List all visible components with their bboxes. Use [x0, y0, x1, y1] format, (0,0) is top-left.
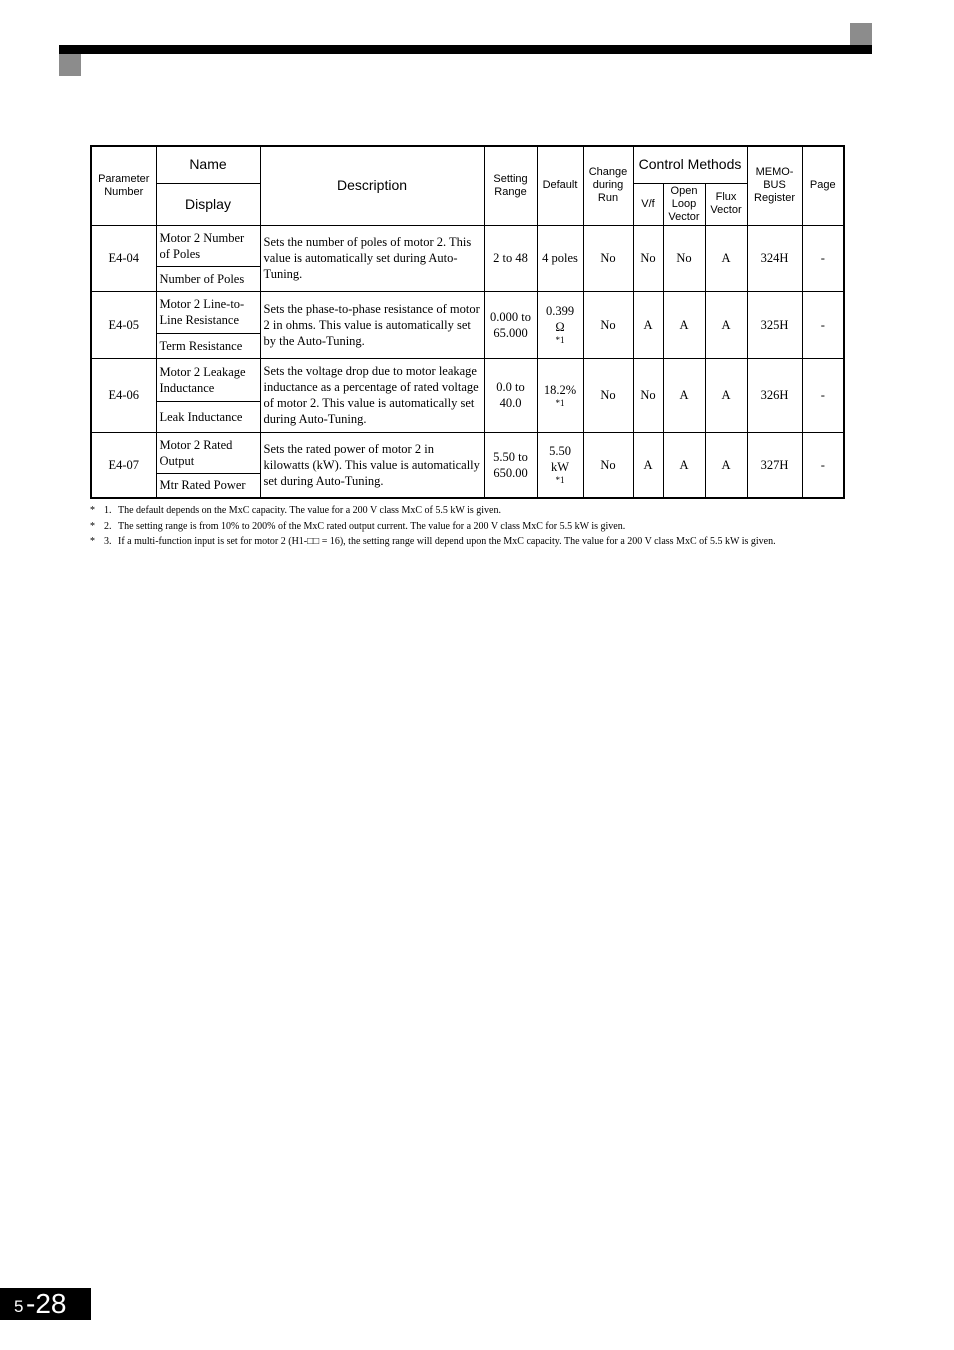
param-page: - — [802, 432, 844, 498]
param-change-during-run: No — [583, 225, 633, 291]
param-flux-vector: A — [705, 432, 747, 498]
col-description: Description — [260, 146, 484, 225]
table-row — [91, 432, 844, 473]
table-row — [91, 358, 844, 401]
param-setting-range: 2 to 48 — [484, 225, 537, 291]
param-open-loop-vector: A — [663, 432, 705, 498]
footnotes — [90, 505, 840, 552]
param-flux-vector: A — [705, 358, 747, 432]
col-display: Display — [156, 183, 260, 225]
param-flux-vector: A — [705, 291, 747, 358]
header-tab-marker — [850, 23, 872, 45]
param-setting-range: 0.0 to 40.0 — [484, 358, 537, 432]
header-rule — [59, 45, 872, 54]
param-default: 18.2% *1 — [537, 358, 583, 432]
param-description: Sets the phase-to-phase resistance of motor 2 in ohms. This value is automatically set by the Auto-Tuning. — [260, 291, 484, 358]
param-vf: A — [633, 432, 663, 498]
param-register: 327H — [747, 432, 802, 498]
col-vf: V/f — [633, 183, 663, 225]
page-number-tab — [0, 1288, 91, 1320]
param-description: Sets the rated power of motor 2 in kilowatts (kW). This value is automatically set during Auto-Tuning. — [260, 432, 484, 498]
param-display: Mtr Rated Power — [156, 473, 260, 498]
param-number: E4-04 — [91, 225, 156, 291]
col-open-loop-vector: Open Loop Vector — [663, 183, 705, 225]
col-default: Default — [537, 146, 583, 225]
col-setting-range: Setting Range — [484, 146, 537, 225]
param-default: 0.399 Ω *1 — [537, 291, 583, 358]
param-open-loop-vector: No — [663, 225, 705, 291]
param-vf: A — [633, 291, 663, 358]
col-name: Name — [156, 146, 260, 183]
table-row — [91, 225, 844, 266]
param-number: E4-05 — [91, 291, 156, 358]
param-name: Motor 2 Line-to-Line Resistance — [156, 291, 260, 333]
param-flux-vector: A — [705, 225, 747, 291]
param-description: Sets the voltage drop due to motor leakage inductance as a percentage of rated voltage of motor 2. This value is automatically set during Auto-Tuning. — [260, 358, 484, 432]
param-setting-range: 0.000 to 65.000 — [484, 291, 537, 358]
param-description: Sets the number of poles of motor 2. This value is automatically set during Auto-Tuning. — [260, 225, 484, 291]
param-register: 324H — [747, 225, 802, 291]
param-setting-range: 5.50 to 650.00 — [484, 432, 537, 498]
param-vf: No — [633, 225, 663, 291]
param-name: Motor 2 Rated Output — [156, 432, 260, 473]
param-number: E4-07 — [91, 432, 156, 498]
parameter-table — [90, 145, 845, 499]
param-vf: No — [633, 358, 663, 432]
page-number: -28 — [26, 1288, 67, 1319]
param-page: - — [802, 358, 844, 432]
header-side-marker — [59, 54, 81, 76]
footnote-text: The default depends on the MxC capacity. The value for a 200 V class MxC of 5.5 kW is given. — [118, 505, 501, 516]
col-param-number: Parameter Number — [91, 146, 156, 225]
footnote: * 3. If a multi-function input is set for motor 2 (H1-□□ = 16), the setting range will depend upon the MxC capacity. The value for a 200 V class MxC of 5.5 kW is given. — [90, 536, 776, 547]
col-control-methods: Control Methods — [633, 146, 747, 183]
param-page: - — [802, 225, 844, 291]
param-change-during-run: No — [583, 432, 633, 498]
chapter-number: 5 — [14, 1297, 24, 1316]
footnote: * 2. The setting range is from 10% to 200% of the MxC rated output current. The value for a 200 V class MxC for 5.5 kW is given. — [90, 520, 626, 532]
param-display: Leak Inductance — [156, 401, 260, 432]
col-memobus-register: MEMO-BUS Register — [747, 146, 802, 225]
param-register: 326H — [747, 358, 802, 432]
param-change-during-run: No — [583, 291, 633, 358]
footnote-text: If a multi-function input is set for motor 2 (H1-□□ = 16), the setting range will depend upon the MxC capacity. The value for a 200 V class MxC of 5.5 kW is given. — [118, 536, 776, 547]
param-name: Motor 2 Number of Poles — [156, 225, 260, 266]
col-page: Page — [802, 146, 844, 225]
param-register: 325H — [747, 291, 802, 358]
col-flux-vector: Flux Vector — [705, 183, 747, 225]
table-row — [91, 291, 844, 333]
param-open-loop-vector: A — [663, 358, 705, 432]
param-change-during-run: No — [583, 358, 633, 432]
footnote-text: The setting range is from 10% to 200% of the MxC rated output current. The value for a 200 V class MxC for 5.5 kW is given. — [118, 520, 626, 532]
col-change-during-run: Change during Run — [583, 146, 633, 225]
param-default: 5.50 kW *1 — [537, 432, 583, 498]
param-display: Number of Poles — [156, 266, 260, 291]
param-open-loop-vector: A — [663, 291, 705, 358]
param-number: E4-06 — [91, 358, 156, 432]
param-default: 4 poles — [537, 225, 583, 291]
footnote: * 1. The default depends on the MxC capacity. The value for a 200 V class MxC of 5.5 kW is given. — [90, 505, 501, 516]
param-display: Term Resistance — [156, 333, 260, 358]
param-name: Motor 2 Leakage Inductance — [156, 358, 260, 401]
param-page: - — [802, 291, 844, 358]
